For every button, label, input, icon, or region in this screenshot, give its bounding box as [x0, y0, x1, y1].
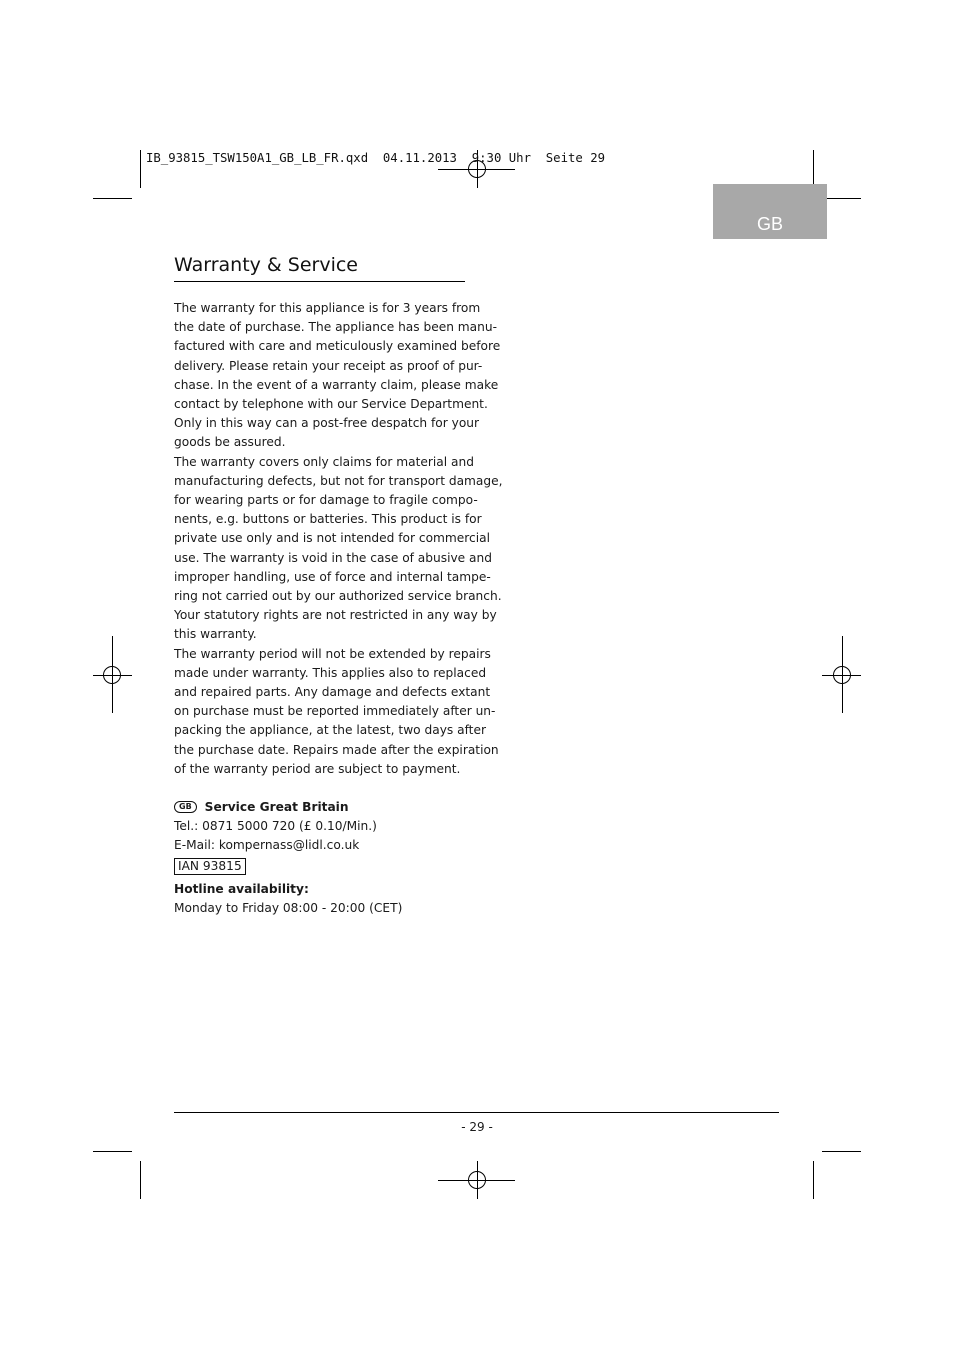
- crop-mark: [813, 150, 814, 188]
- text-line: and repaired parts. Any damage and defects extant: [174, 685, 491, 700]
- service-email: E-Mail: kompernass@lidl.co.uk: [174, 838, 360, 853]
- service-heading-row: [174, 798, 474, 817]
- service-heading: Service Great Britain: [204, 800, 349, 814]
- language-tab: GB: [713, 184, 827, 239]
- paragraph-3: [174, 645, 499, 779]
- crop-mark: [822, 1151, 861, 1152]
- ian-row: [174, 856, 474, 876]
- text-line: goods be assured.: [174, 435, 286, 450]
- page-number: - 29 -: [461, 1120, 493, 1134]
- paragraph-1: [174, 299, 501, 453]
- warranty-text: [174, 299, 503, 779]
- text-line: The warranty period will not be extended by repairs: [174, 646, 491, 661]
- crop-mark: [140, 150, 141, 188]
- registration-circle: [833, 666, 851, 684]
- text-line: for wearing parts or for damage to fragile compo-: [174, 493, 478, 508]
- text-line: the purchase date. Repairs made after the expiration: [174, 742, 499, 757]
- page-title: Warranty & Service: [174, 254, 358, 276]
- text-line: contact by telephone with our Service Department.: [174, 397, 488, 412]
- text-line: manufacturing defects, but not for transport damage,: [174, 473, 503, 488]
- service-tel: Tel.: 0871 5000 720 (£ 0.10/Min.): [174, 819, 377, 834]
- text-line: The warranty for this appliance is for 3 years from: [174, 301, 481, 315]
- footer-rule: [174, 1112, 779, 1113]
- text-line: the date of purchase. The appliance has been manu-: [174, 320, 497, 335]
- text-line: use. The warranty is void in the case of abusive and: [174, 550, 492, 565]
- crop-mark: [822, 198, 861, 199]
- paragraph-2: [174, 453, 503, 645]
- text-line: factured with care and meticulously examined before: [174, 339, 501, 354]
- text-line: this warranty.: [174, 627, 257, 642]
- text-line: Your statutory rights are not restricted in any way by: [174, 608, 497, 623]
- text-line: delivery. Please retain your receipt as proof of pur-: [174, 358, 483, 373]
- crop-mark: [813, 1161, 814, 1199]
- text-line: made under warranty. This applies also to replaced: [174, 665, 487, 680]
- text-line: of the warranty period are subject to payment.: [174, 761, 461, 776]
- crop-mark: [93, 198, 132, 199]
- text-line: improper handling, use of force and internal tampe-: [174, 569, 491, 584]
- text-line: private use only and is not intended for commercial: [174, 531, 490, 546]
- text-line: packing the appliance, at the latest, two days after: [174, 723, 486, 738]
- title-underline: [174, 281, 465, 282]
- hotline-hours: Monday to Friday 08:00 - 20:00 (CET): [174, 901, 403, 916]
- text-line: chase. In the event of a warranty claim, please make: [174, 377, 499, 392]
- text-line: Only in this way can a post-free despatch for your: [174, 416, 480, 431]
- service-block: [174, 798, 474, 918]
- registration-circle: [103, 666, 121, 684]
- crop-mark: [140, 1161, 141, 1199]
- ian-box: IAN 93815: [174, 858, 246, 875]
- crop-mark: [93, 1151, 132, 1152]
- text-line: on purchase must be reported immediately after un-: [174, 704, 496, 719]
- text-line: nents, e.g. buttons or batteries. This product is for: [174, 512, 482, 527]
- country-badge: GB: [174, 801, 197, 813]
- text-line: ring not carried out by our authorized service branch.: [174, 589, 502, 604]
- text-line: The warranty covers only claims for material and: [174, 454, 474, 469]
- registration-circle: [468, 1171, 486, 1189]
- hotline-heading: Hotline availability:: [174, 881, 309, 896]
- print-slug: IB_93815_TSW150A1_GB_LB_FR.qxd 04.11.2013 9:30 Uhr Seite 29: [146, 151, 606, 165]
